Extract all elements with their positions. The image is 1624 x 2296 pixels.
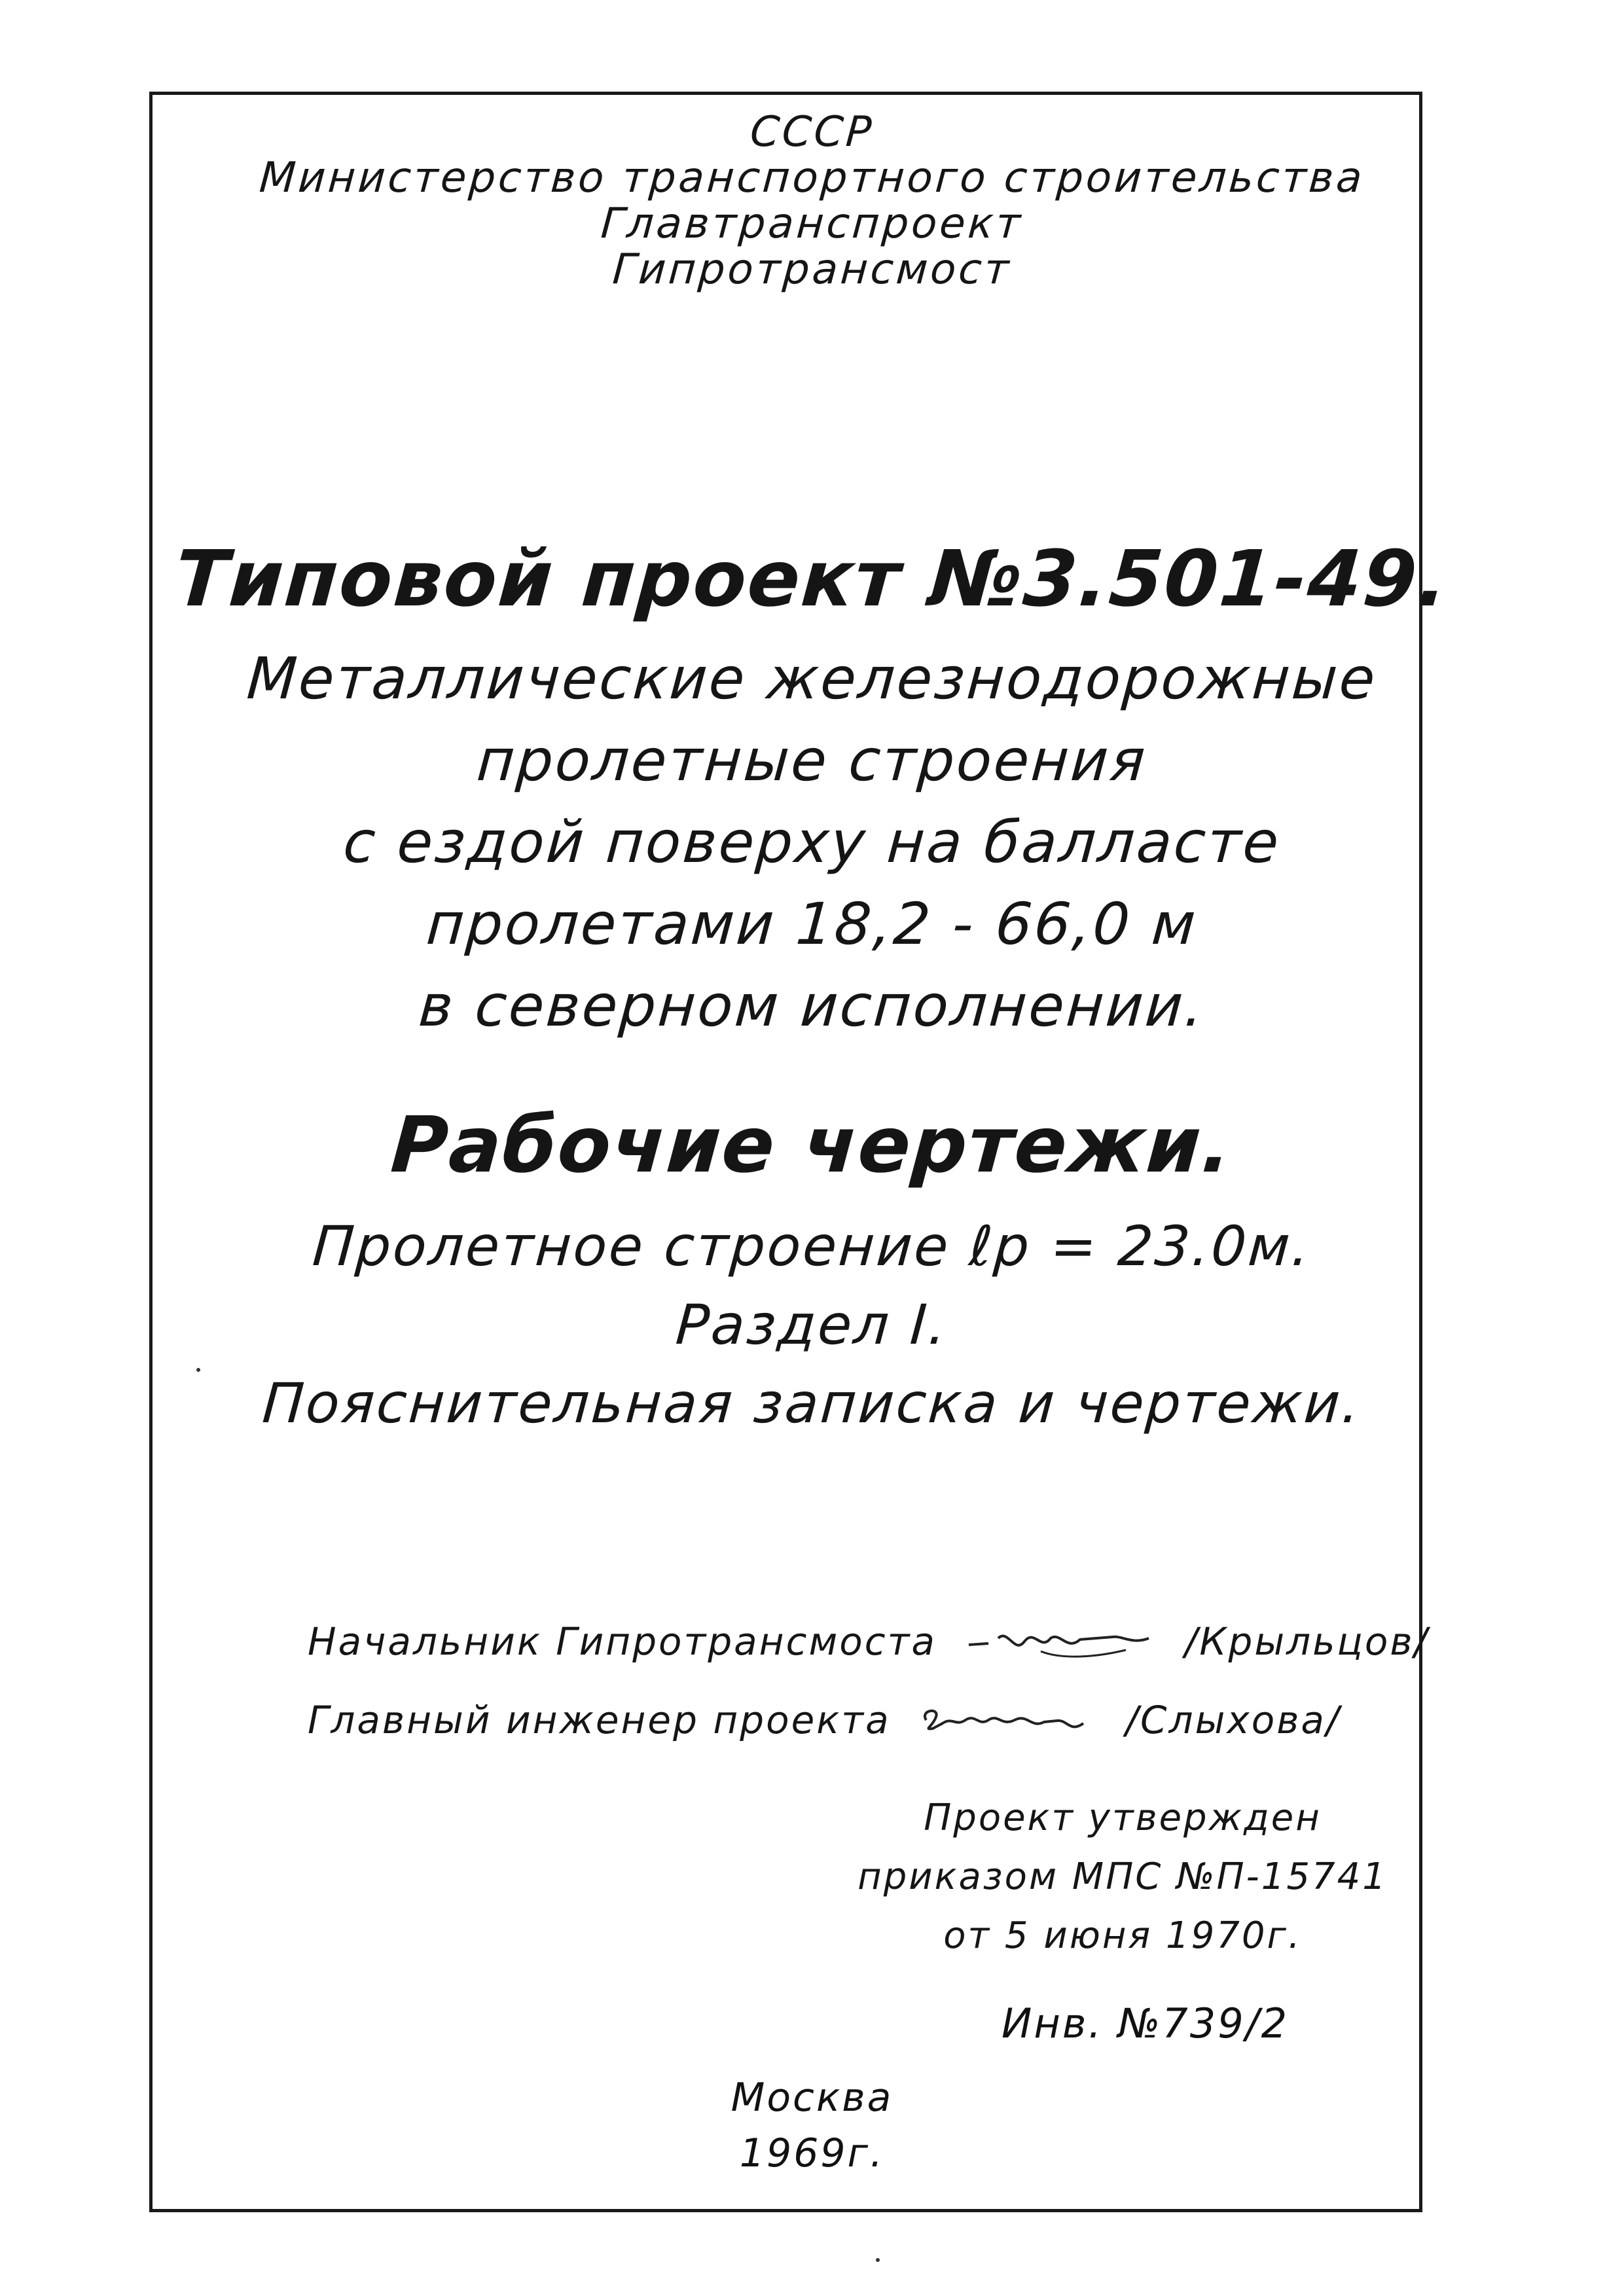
header-department: Главтранспроект — [599, 200, 1025, 248]
chief-signature-scribble — [962, 1619, 1159, 1664]
year: 1969г. — [739, 2130, 885, 2176]
section-number: Раздел I. — [674, 1293, 950, 1357]
city: Москва — [731, 2075, 893, 2121]
title-line-4: пролетами 18,2 - 66,0 м — [424, 890, 1200, 958]
section-contents: Пояснительная записка и чертежи. — [260, 1371, 1364, 1435]
title-line-1: Металлические железнодорожные — [245, 645, 1379, 712]
engineer-name: /Слыхова/ — [1125, 1697, 1341, 1742]
title-line-3: с ездой поверху на балласте — [341, 808, 1283, 876]
header-ministry: Министерство транспортного строительства — [257, 154, 1367, 202]
scan-speck — [196, 1368, 200, 1372]
chief-name: /Крыльцов/ — [1184, 1619, 1430, 1664]
project-title: Типовой проект №3.501-49. — [172, 533, 1452, 624]
span-structure-line: Пролетное строение ℓр = 23.0м. — [310, 1214, 1314, 1278]
signature-row-chief — [308, 1617, 1429, 1664]
engineer-role: Главный инженер проекта — [308, 1697, 891, 1742]
title-line-5: в северном исполнении. — [416, 972, 1208, 1039]
approval-line-1: Проект утвержден — [924, 1797, 1322, 1839]
approval-line-2: приказом МПС №П-15741 — [857, 1856, 1388, 1898]
working-drawings-title: Рабочие чертежи. — [388, 1100, 1236, 1190]
header-institute: Гипротрансмост — [611, 245, 1013, 294]
inventory-number: Инв. №739/2 — [1001, 2000, 1290, 2047]
signature-row-engineer — [308, 1695, 1341, 1743]
chief-role: Начальник Гипротрансмоста — [308, 1619, 937, 1664]
approval-line-3: от 5 июня 1970г. — [943, 1914, 1302, 1957]
title-line-2: пролетные строения — [475, 726, 1149, 794]
header-country: СССР — [748, 108, 876, 156]
scan-speck — [876, 2258, 880, 2262]
engineer-signature-scribble — [916, 1697, 1100, 1743]
